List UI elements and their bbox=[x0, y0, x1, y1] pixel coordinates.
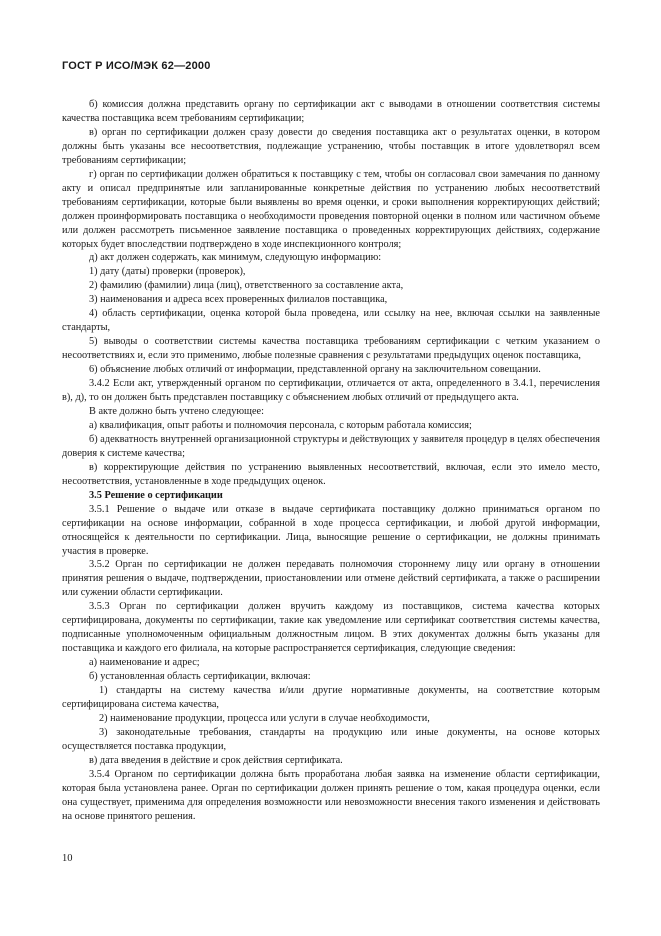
paragraph: б) адекватность внутренней организационной структуры и действующих у заявителя процедур в целях обеспечения доверия к системе качества; bbox=[62, 433, 600, 459]
paragraph: а) квалификация, опыт работы и полномочия персонала, с которым работала комиссия; bbox=[89, 419, 472, 431]
paragraph: 3.5.3 Орган по сертификации должен вручить каждому из поставщиков, система качества которых сертифицирована, документы по сертификации, такие как уведомление или сертификат соответствия системы качества, подписанные уполномоченным официальным должностным лицом. В этих документах должны быть указаны для поставщика и каждого его филиала, на которые распространяется сертификация, следующие сведения: bbox=[62, 601, 600, 655]
subparagraph: 1) стандарты на систему качества и/или другие нормативные документы, на соответствие которым сертифицирована система качества, bbox=[62, 685, 600, 710]
paragraph: 3.5.2 Орган по сертификации не должен передавать полномочия стороннему лицу или органу в отношении принятия решения о выдаче, подтверждении, приостановлении или отмене действий сертификата, а также о расширении или сужении области сертификации. bbox=[62, 559, 600, 599]
paragraph: 2) фамилию (фамилии) лица (лиц), ответственного за составление акта, bbox=[89, 280, 404, 292]
paragraph: В акте должно быть учтено следующее: bbox=[89, 405, 264, 417]
paragraph: 4) область сертификации, оценка которой была проведена, или ссылку на нее, включая ссылки на заявленные стандарты, bbox=[62, 308, 600, 334]
paragraph: 6) объяснение любых отличий от информации, представленной органу на заключительном совещании. bbox=[89, 364, 541, 376]
paragraph: 3.5.1 Решение о выдаче или отказе в выдаче сертификата поставщику должно приниматься органом по сертификации на основе информации, собранной в ходе процесса сертификации, и любой другой информации, относящейся к деятельности по сертификации. Лица, выносящие решение о сертификации, не должны принимать участия в проверке. bbox=[62, 503, 600, 557]
paragraph: 3.5.4 Органом по сертификации должна быть проработана любая заявка на изменение области сертификации, которая была установлена ранее. Орган по сертификации должен принять решение о том, какая процедура оценки, если она существует, применима для определения возможности или невозможности внесения такого изменения и действовать на основе принятого решения. bbox=[62, 768, 600, 822]
page-number: 10 bbox=[62, 853, 73, 864]
paragraph: в) дата введения в действие и срок действия сертификата. bbox=[89, 754, 343, 766]
section-heading: 3.5 Решение о сертификации bbox=[89, 489, 223, 501]
paragraph: б) комиссия должна представить органу по сертификации акт с выводами в отношении соответствия системы качества поставщика всем требованиям сертификации; bbox=[62, 99, 600, 124]
paragraph: г) орган по сертификации должен обратиться к поставщику с тем, чтобы он согласовал свои замечания по данному акту и описал предпринятые или запланированные конкретные действия по устранению любых несоответствий требованиям сертификации, которые были выявлены во время оценки, и сроки выполнения корректирующих действий; должен проинформировать поставщика о необходимости проведения повторной оценки в полном или частичном объеме или должен рассмотреть письменное заявление поставщика о проведенных корректирующих действиях, содержание которых будет впоследствии подтверждено в ходе инспекционного контроля; bbox=[62, 168, 600, 250]
paragraph: а) наименование и адрес; bbox=[89, 657, 200, 669]
document-body bbox=[62, 98, 600, 824]
paragraph: д) акт должен содержать, как минимум, следующую информацию: bbox=[89, 252, 382, 264]
standard-header: ГОСТ Р ИСО/МЭК 62—2000 bbox=[62, 60, 211, 72]
paragraph: 3) наименования и адреса всех проверенных филиалов поставщика, bbox=[89, 294, 388, 306]
paragraph: 3.4.2 Если акт, утвержденный органом по сертификации, отличается от акта, определенного в 3.4.1, перечисления в), д), то он должен быть представлен поставщику с объяснением любых отличий от предыдущего акта. bbox=[62, 378, 600, 404]
paragraph: в) корректирующие действия по устранению выявленных несоответствий, включая, если это имело место, несоответствия, установленные в ходе предыдущих оценок. bbox=[62, 461, 600, 487]
paragraph: 5) выводы о соответствии системы качества поставщика требованиям сертификации с четким указанием о несоответствиях и, если это применимо, любые полезные сравнения с результатами предыдущих оценок поставщика, bbox=[62, 336, 600, 362]
subparagraph: 2) наименование продукции, процесса или услуги в случае необходимости, bbox=[99, 712, 430, 724]
paragraph: б) установленная область сертификации, включая: bbox=[89, 671, 311, 683]
paragraph: 1) дату (даты) проверки (проверок), bbox=[89, 266, 246, 278]
subparagraph: 3) законодательные требования, стандарты на продукцию или иные документы, на основе которых осуществляется поставка продукции, bbox=[62, 726, 600, 752]
paragraph: в) орган по сертификации должен сразу довести до сведения поставщика акт о результатах оценки, в котором должны быть указаны все несоответствия, подлежащие устранению, чтобы поставщик в итоге удовлетворял всем требованиям сертификации; bbox=[62, 126, 600, 166]
